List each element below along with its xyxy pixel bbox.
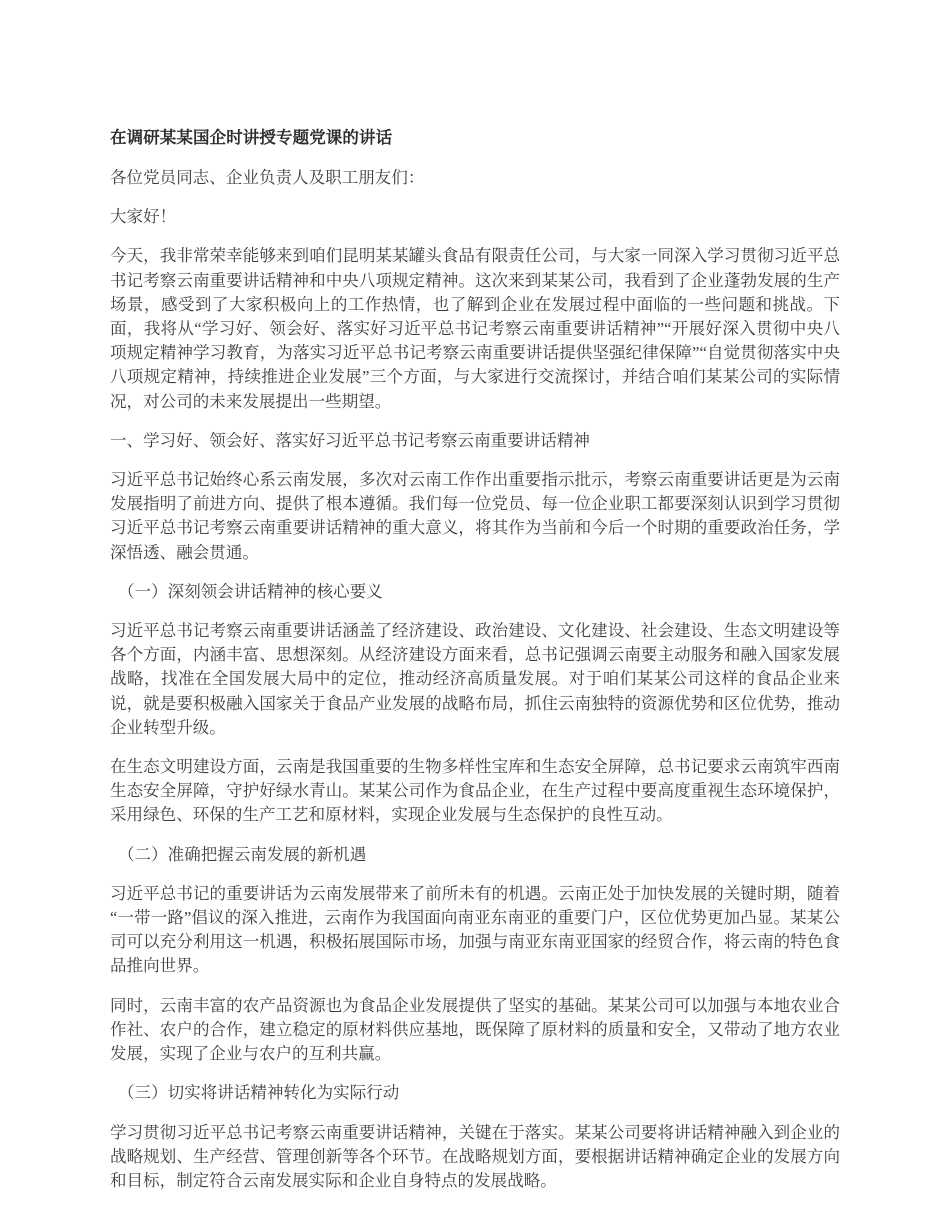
sub-1-1-paragraph-1: 习近平总书记考察云南重要讲话涵盖了经济建设、政治建设、文化建设、社会建设、生态文明建设等各个方面，内涵丰富、思想深刻。从经济建设方面来看，总书记强调云南要主动服务和融入国家发展战略，找准在全国发展大局中的定位，推动经济高质量发展。对于咱们某某公司这样的食品企业来说，就是要积极融入国家关于食品产业发展的战略布局，抓住云南独特的资源优势和区位优势，推动企业转型升级。 [110, 621, 840, 737]
salutation: 各位党员同志、企业负责人及职工朋友们： [110, 168, 425, 187]
section-1-intro: 习近平总书记始终心系云南发展，多次对云南工作作出重要指示批示，考察云南重要讲话更是为云南发展指明了前进方向、提供了根本遵循。我们每一位党员、每一位企业职工都要深刻认识到学习贯彻习近平总书记考察云南重要讲话精神的重大意义，将其作为当前和今后一个时期的重要政治任务，学深悟透、融会贯通。 [110, 470, 840, 562]
sub-heading-1-2: （二）准确把握云南发展的新机遇 [118, 844, 367, 864]
sub-1-1-paragraph-2: 在生态文明建设方面，云南是我国重要的生物多样性宝库和生态安全屏障，总书记要求云南筑牢西南生态安全屏障，守护好绿水青山。某某公司作为食品企业，在生产过程中要高度重视生态环境保护，采用绿色、环保的生产工艺和原材料，实现企业发展与生态保护的良性互动。 [110, 757, 840, 825]
sub-1-2-paragraph-2: 同时，云南丰富的农产品资源也为食品企业发展提供了坚实的基础。某某公司可以加强与本地农业合作社、农户的合作，建立稳定的原材料供应基地，既保障了原材料的质量和安全，又带动了地方农业发展，实现了企业与农户的互利共赢。 [110, 995, 840, 1064]
sub-heading-1-3: （三）切实将讲话精神转化为实际行动 [118, 1083, 400, 1103]
sub-heading-1-1: （一）深刻领会讲话精神的核心要义 [118, 581, 383, 601]
section-heading-1: 一、学习好、领会好、落实好习近平总书记考察云南重要讲话精神 [110, 430, 590, 450]
opening-paragraph: 今天，我非常荣幸能够来到咱们昆明某某罐头食品有限责任公司，与大家一同深入学习贯彻习近平总书记考察云南重要讲话精神和中央八项规定精神。这次来到某某公司，我看到了企业蓬勃发展的生产场景，感受到了大家积极向上的工作热情，也了解到企业在发展过程中面临的一些问题和挑战。下面，我将从“学习好、领会好、落实好习近平总书记考察云南重要讲话精神”“开展好深入贯彻中央八项规定精神学习教育，为落实习近平总书记考察云南重要讲话提供坚强纪律保障”“自觉贯彻落实中央八项规定精神，持续推进企业发展”三个方面，与大家进行交流探讨，并结合咱们某某公司的实际情况，对公司的未来发展提出一些期望。 [110, 246, 840, 411]
document-body [110, 126, 840, 1193]
sub-1-2-paragraph-1: 习近平总书记的重要讲话为云南发展带来了前所未有的机遇。云南正处于加快发展的关键时期，随着“一带一路”倡议的深入推进，云南作为我国面向南亚东南亚的重要门户，区位优势更加凸显。某某公司可以充分利用这一机遇，积极拓展国际市场，加强与南亚东南亚国家的经贸合作，将云南的特色食品推向世界。 [110, 883, 840, 976]
greeting: 大家好！ [110, 207, 177, 227]
sub-1-3-paragraph-1: 学习贯彻习近平总书记考察云南重要讲话精神，关键在于落实。某某公司要将讲话精神融入到企业的战略规划、生产经营、管理创新等各个环节。在战略规划方面，要根据讲话精神确定企业的发展方向和目标，制定符合云南发展实际和企业自身特点的发展战略。 [110, 1122, 840, 1190]
document-title: 在调研某某国企时讲授专题党课的讲话 [110, 128, 393, 147]
